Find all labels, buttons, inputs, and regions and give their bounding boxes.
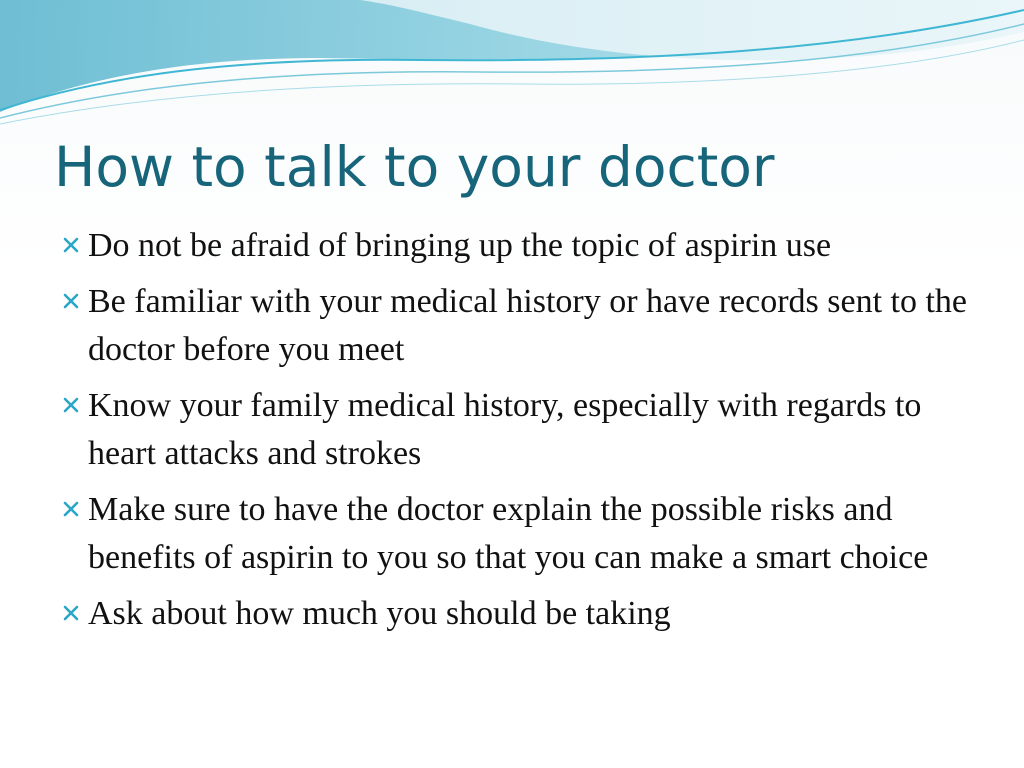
bullet-item xyxy=(60,222,990,270)
bullet-item xyxy=(60,382,990,478)
bullet-item xyxy=(60,590,990,638)
bullet-text: Know your family medical history, especially with regards to heart attacks and strokes xyxy=(88,387,922,472)
bullet-text: Do not be afraid of bringing up the topic of aspirin use xyxy=(88,227,832,264)
x-mark-icon xyxy=(60,590,84,638)
bullet-list xyxy=(60,222,990,646)
bullet-text: Make sure to have the doctor explain the possible risks and benefits of aspirin to you so that you can make a smart choice xyxy=(88,491,929,576)
bullet-text: Ask about how much you should be taking xyxy=(88,595,671,632)
bullet-item xyxy=(60,278,990,374)
slide-title: How to talk to your doctor xyxy=(54,135,775,199)
header-wave-decoration xyxy=(0,0,1024,130)
bullet-item xyxy=(60,486,990,582)
x-mark-icon xyxy=(60,486,84,534)
x-mark-icon xyxy=(60,382,84,430)
x-mark-icon xyxy=(60,222,84,270)
x-mark-icon xyxy=(60,278,84,326)
bullet-text: Be familiar with your medical history or have records sent to the doctor before you meet xyxy=(88,283,968,368)
